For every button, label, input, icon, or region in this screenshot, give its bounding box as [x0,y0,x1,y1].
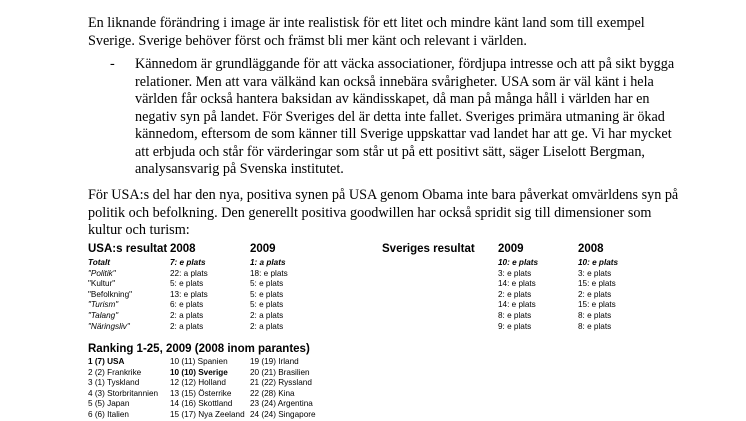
sweden-2009-value: 8: e plats [498,310,532,320]
sweden-results-table [382,243,682,333]
usa-2009-value: 2: a plats [250,310,284,320]
usa-2009-value: 5: e plats [250,300,284,310]
sweden-2008-value: 8: e plats [578,310,612,320]
paragraph-line: En liknande förändring i image är inte realistisk för ett litet och mindre känt land som till exempel [88,15,645,31]
ranking-entry: 14 (16) Skottland [170,399,233,409]
usa-results-table [88,243,388,333]
ranking-entry: 13 (15) Österrike [170,388,232,398]
usa-col-2008: 2008 [170,243,196,255]
sweden-2009-value: 9: e plats [498,321,532,331]
sweden-2008-value: 2: e plats [578,289,612,299]
quote-line: negativ syn på landet. För Sveriges del är detta inte fallet. Sveriges primära utmaning är ökad [135,108,665,125]
sweden-2009-value: 14: e plats [498,279,536,289]
ranking-entry: 23 (24) Argentina [250,399,313,409]
ranking-entry: 19 (19) Irland [250,357,299,366]
quote-dash: - [110,56,115,72]
sweden-2009-column [498,258,538,332]
usa-2009-value: 2: a plats [250,321,284,331]
quote-line: relationer. Men att vara välkänd kan också innebära svårigheter. USA som är väl känt i hela [135,73,654,90]
paragraph-line: politik och befolkning. Den generellt positiva goodwillen har också spridit sig till dimensioner som [88,204,652,221]
ranking-entry: 1 (7) USA [88,357,125,366]
ranking-entry: 10 (10) Sverige [170,367,228,377]
sweden-2008-value: 8: e plats [578,321,612,331]
ranking-entry: 2 (2) Frankrike [88,367,142,377]
usa-2009-column [250,258,288,332]
paragraph-line: Sverige. Sverige behöver först och främst bli mer känt och relevant i världen. [88,32,527,49]
ranking-column-1 [88,357,158,421]
sweden-2008-value: 15: e plats [578,300,616,310]
ranking-entry: 20 (21) Brasilien [250,367,310,377]
sweden-2009-value: 14: e plats [498,300,536,310]
ranking-entry: 6 (6) Italien [88,409,129,419]
ranking-title: Ranking 1-25, 2009 (2008 inom parantes) [88,343,310,355]
quote-line: världen får också hantera baksidan av kändisskapet, då man på många håll i världen har en [135,91,650,107]
ranking-column-2 [170,357,245,421]
ranking-table [88,357,488,419]
usa-label-politik: "Politik" [88,268,116,278]
sweden-col-2009: 2009 [498,243,524,255]
usa-2008-value: 22: a plats [170,268,208,278]
sweden-col-2008: 2008 [578,243,604,255]
usa-label-column [88,258,132,332]
paragraph-line: För USA:s del har den nya, positiva synen på USA genom Obama inte bara påverkat omvärldens syn på [88,187,679,203]
usa-col-2009: 2009 [250,243,276,255]
quote-line: kännedom, eftersom de som känner till Sverige uppskattar vad landet har att ge. Vi har mycket [135,126,672,142]
usa-2008-value: 13: e plats [170,289,208,299]
paragraph-usa-goodwill [88,187,688,240]
sweden-2008-value: 3: e plats [578,268,612,278]
usa-2009-value: 18: e plats [250,268,288,278]
usa-label-kultur: "Kultur" [88,279,116,289]
sweden-2008-column [578,258,618,332]
usa-label-turism: "Turism" [88,300,119,310]
ranking-entry: 12 (12) Holland [170,378,226,388]
quote-line: att erbjuda och står för värderingar som står ut på ett positivt sätt, säger Liselott Bergman, [135,143,645,160]
ranking-entry: 5 (5) Japan [88,399,130,409]
sweden-2008-value: 15: e plats [578,279,616,289]
usa-2009-value: 5: e plats [250,289,284,299]
quote-line: analysansvarig på Svenska institutet. [135,161,344,177]
sweden-2009-value: 2: e plats [498,289,532,299]
paragraph-image-change [88,15,688,50]
usa-2008-value: 7: e plats [170,258,206,267]
ranking-entry: 3 (1) Tyskland [88,378,140,388]
usa-2008-value: 6: e plats [170,300,204,310]
usa-label-total: Totalt [88,258,110,267]
sweden-2009-value: 3: e plats [498,268,532,278]
usa-2008-value: 2: a plats [170,310,204,320]
ranking-entry: 22 (28) Kina [250,388,295,398]
usa-label-naringsliv: "Näringsliv" [88,321,130,331]
usa-label-befolkning: "Befolkning" [88,289,133,299]
usa-2008-value: 2: a plats [170,321,204,331]
paragraph-line: kultur och turism: [88,222,190,238]
usa-table-header: USA:s resultat [88,243,168,255]
quote-line: Kännedom är grundläggande för att väcka associationer, fördjupa intresse och att på sikt bygga [135,56,675,72]
usa-2009-value: 5: e plats [250,279,284,289]
sweden-2008-value: 10: e plats [578,258,619,267]
ranking-entry: 4 (3) Storbritannien [88,388,159,398]
quote-block [135,56,674,179]
ranking-column-3 [250,357,316,421]
usa-label-talang: "Talang" [88,310,119,320]
usa-2008-value: 5: e plats [170,279,204,289]
ranking-entry: 10 (11) Spanien [170,357,228,366]
ranking-entry: 24 (24) Singapore [250,409,316,419]
sweden-table-header: Sveriges resultat [382,243,475,255]
usa-2008-column [170,258,208,332]
usa-2009-value: 1: a plats [250,258,286,267]
ranking-entry: 21 (22) Ryssland [250,378,312,388]
ranking-entry: 15 (17) Nya Zeeland [170,409,245,419]
sweden-2009-value: 10: e plats [498,258,539,267]
